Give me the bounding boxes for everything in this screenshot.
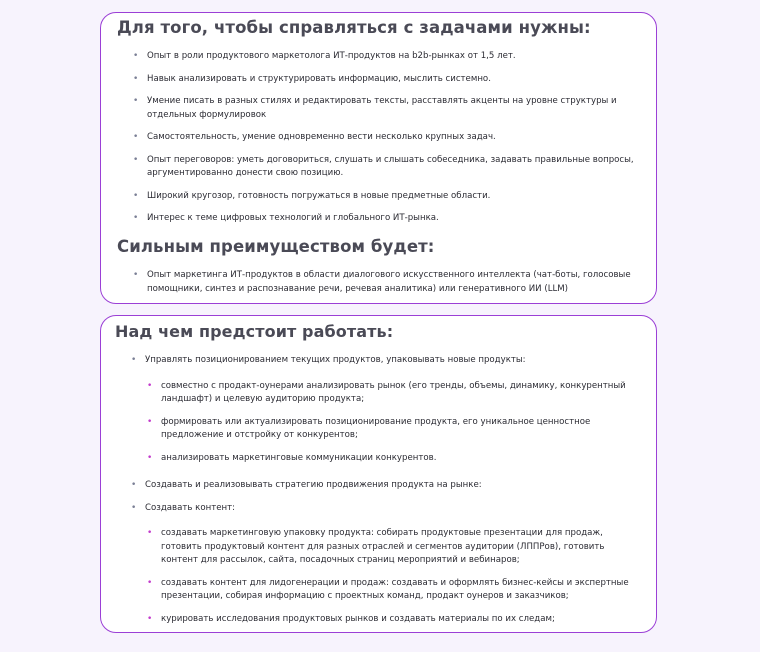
list-item: • Широкий кругозор, готовность погружаться в новые предметные области. bbox=[147, 190, 639, 204]
list-item-text: Управлять позиционированием текущих продуктов, упаковывать новые продукты: bbox=[145, 355, 526, 365]
sub-list-item: • анализировать маркетинговые коммуникации конкурентов. bbox=[161, 452, 631, 466]
list-item-text: Создавать и реализовывать стратегию продвижения продукта на рынке: bbox=[145, 480, 482, 490]
advantage-list bbox=[147, 269, 643, 296]
list-item: • Интерес к теме цифровых технологий и глобального ИТ-рынка. bbox=[147, 212, 639, 226]
sub-list-item: • создавать контент для лидогенерации и продаж: создавать и оформлять бизнес-кейсы и экспертные презентации, собирая информацию с проектных команд, продакт оунеров и заказчиков; bbox=[161, 577, 631, 604]
list-item bbox=[145, 502, 641, 627]
work-list bbox=[145, 354, 641, 640]
list-item: • Опыт переговоров: уметь договориться, слушать и слышать собеседника, задавать правильные вопросы, аргументированно донести свою позицию. bbox=[147, 154, 639, 181]
sub-list bbox=[161, 380, 631, 466]
list-item: • Самостоятельность, умение одновременно вести несколько крупных задач. bbox=[147, 131, 639, 145]
sub-list-item: • совместно с продакт-оунерами анализировать рынок (его тренды, объемы, динамику, конкурентный ландшафт) и целевую аудиторию продукта; bbox=[161, 380, 631, 407]
list-item bbox=[145, 354, 641, 465]
list-item-text: Создавать контент: bbox=[145, 502, 236, 513]
list-item: • Навык анализировать и структурировать информацию, мыслить системно. bbox=[147, 73, 639, 87]
list-item: • Умение писать в разных стилях и редактировать тексты, расставлять акценты на уровне структуры и отдельных формулировок bbox=[147, 95, 639, 122]
requirements-title: Для того, чтобы справляться с задачами нужны: bbox=[117, 18, 591, 37]
sub-list-item: • создавать маркетинговую упаковку продукта: собирать продуктовые презентации для продаж, готовить продуктовый контент для разных отраслей и сегментов аудитории (ЛППРов), готовить контент для рассылок, сайта, посадочных страниц мероприятий и вебинаров; bbox=[161, 527, 631, 568]
work-title: Над чем предстоит работать: bbox=[115, 322, 394, 341]
sub-list-item: • формировать или актуализировать позиционирование продукта, его уникальное ценностное предложение и отстройку от конкурентов; bbox=[161, 416, 631, 443]
sub-list bbox=[161, 527, 631, 626]
requirements-list bbox=[147, 50, 639, 235]
sub-list-item: • курировать исследования продуктовых рынков и создавать материалы по их следам; bbox=[161, 613, 631, 627]
requirements-card bbox=[100, 12, 657, 304]
work-card bbox=[100, 315, 657, 633]
list-item: • Опыт маркетинга ИТ-продуктов в области диалогового искусственного интеллекта (чат-боты, голосовые помощники, синтез и распознавание речи, речевая аналитика) или генеративного ИИ (LLM) bbox=[147, 269, 643, 296]
list-item: • Опыт в роли продуктового маркетолога ИТ-продуктов на b2b-рынках от 1,5 лет. bbox=[147, 50, 639, 64]
list-item bbox=[145, 479, 641, 493]
advantage-title: Сильным преимуществом будет: bbox=[117, 237, 435, 256]
